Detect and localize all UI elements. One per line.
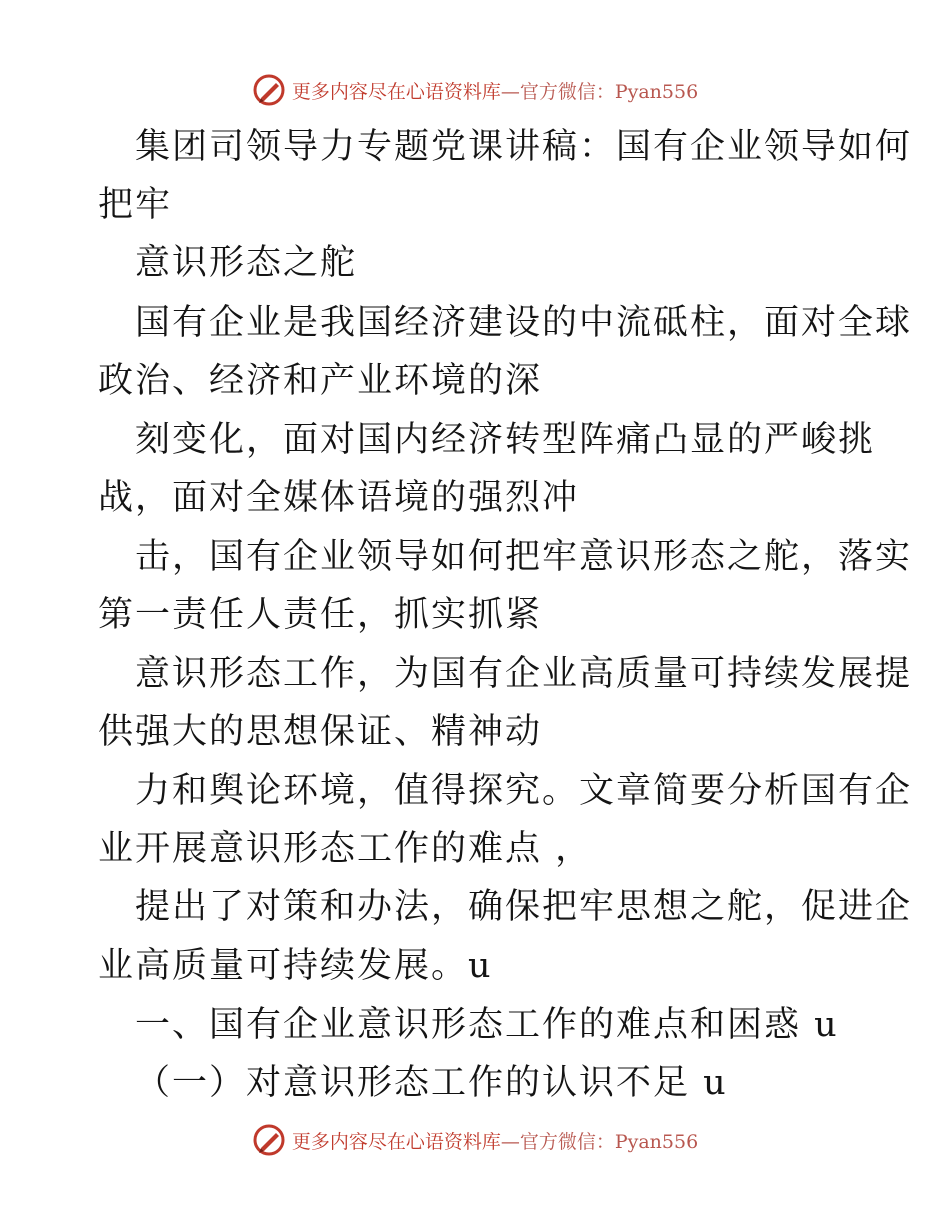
watermark-text: 更多内容尽在心语资料库—官方微信：Pyan556: [291, 80, 699, 103]
body-line: 力和舆论环境，值得探究。文章简要分析国有企: [135, 771, 913, 811]
body-line: 第一责任人责任，抓实抓紧: [98, 595, 543, 635]
footer-watermark-banner: [0, 1123, 950, 1157]
body-line: 供强大的思想保证、精神动: [98, 712, 543, 752]
subsection-heading: （一）对意识形态工作的认识不足 u: [135, 1063, 728, 1103]
watermark-text: 更多内容尽在心语资料库—官方微信：Pyan556: [291, 1130, 699, 1153]
body-line: 战，面对全媒体语境的强烈冲: [98, 478, 580, 518]
body-line: 刻变化，面对国内经济转型阵痛凸显的严峻挑: [135, 420, 876, 460]
subtitle-line: 意识形态之舵: [135, 243, 358, 283]
pen-logo-icon: [252, 1123, 286, 1157]
title-line-2: 把牢: [98, 185, 173, 225]
body-line: 意识形态工作，为国有企业高质量可持续发展提: [135, 654, 913, 694]
body-line: 国有企业是我国经济建设的中流砥柱，面对全球: [135, 303, 913, 343]
section-heading: 一、国有企业意识形态工作的难点和困惑 u: [135, 1005, 839, 1045]
body-line: 政治、经济和产业环境的深: [98, 361, 543, 401]
title-line-1: 集团司领导力专题党课讲稿：国有企业领导如何: [135, 127, 913, 167]
body-line: 业高质量可持续发展。u: [98, 946, 493, 986]
body-line: 击，国有企业领导如何把牢意识形态之舵，落实: [135, 537, 913, 577]
body-line: 业开展意识形态工作的难点 ，: [98, 829, 593, 869]
body-line: 提出了对策和办法，确保把牢思想之舵，促进企: [135, 887, 913, 927]
